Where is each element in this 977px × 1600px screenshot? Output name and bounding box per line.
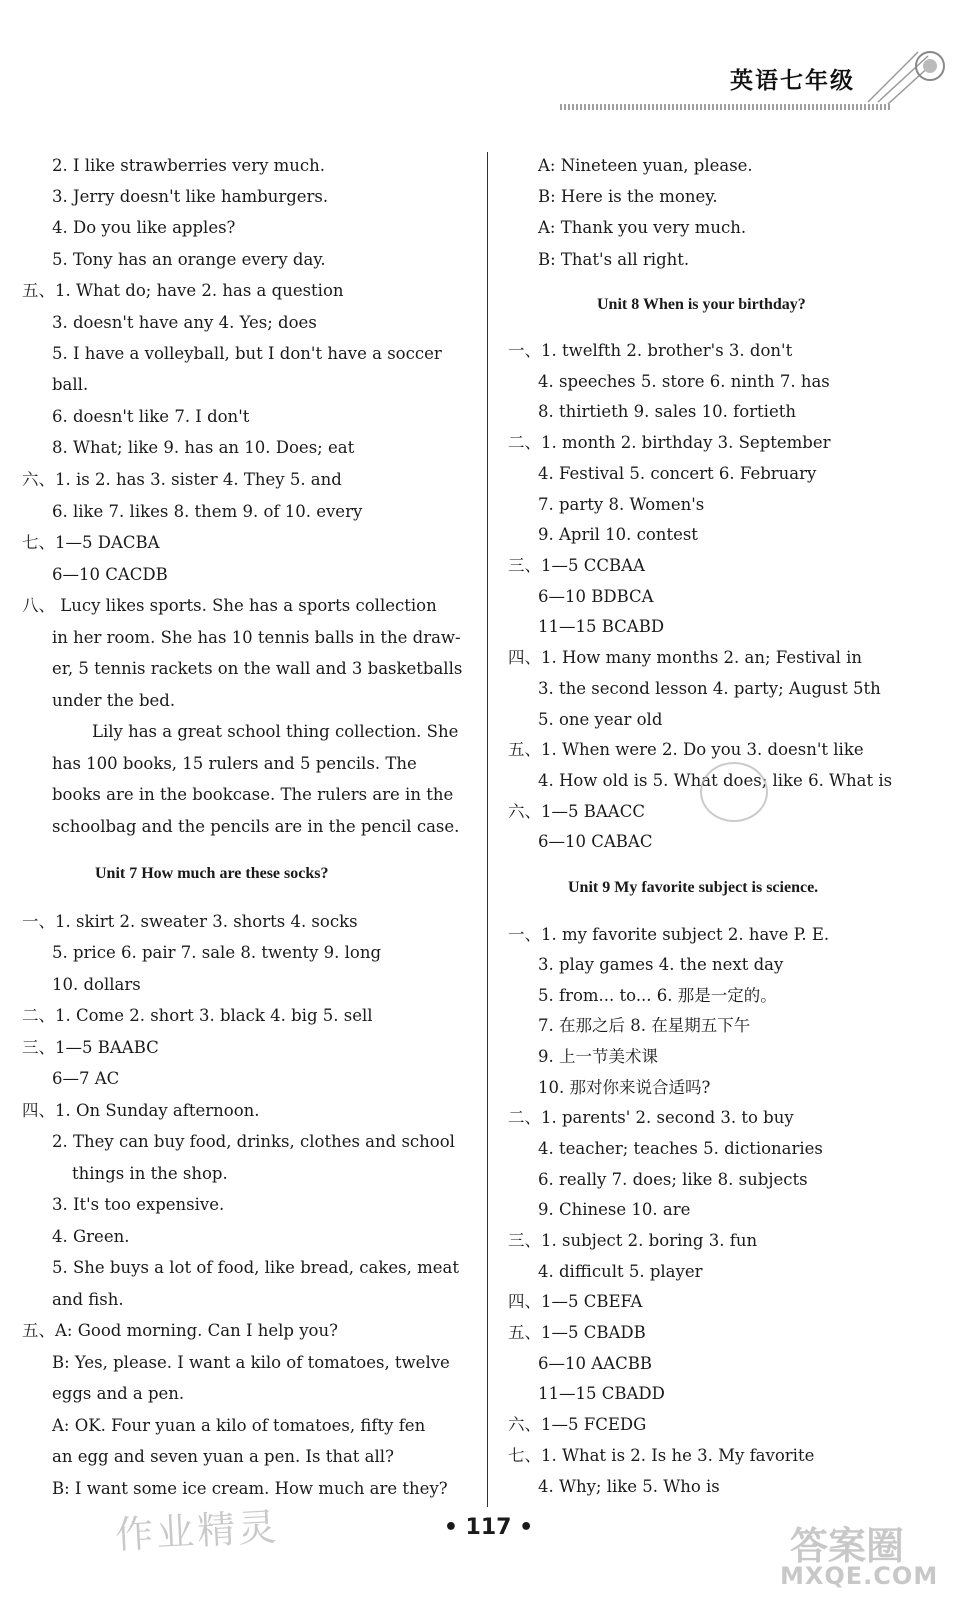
unit-9-title: Unit 9 My favorite subject is science. (568, 879, 819, 896)
answer-line: 八、 Lucy likes sports. She has a sports collection (22, 596, 437, 615)
answer-line: 7. party 8. Women's (538, 495, 705, 514)
answer-line: 2. I like strawberries very much. (52, 156, 326, 175)
answer-line: things in the shop. (72, 1164, 228, 1183)
answer-line: B: Yes, please. I want a kilo of tomatoes, twelve (52, 1353, 450, 1372)
answer-line: 一、1. my favorite subject 2. have P. E. (508, 925, 830, 944)
answer-line: 4. Green. (52, 1227, 130, 1246)
answer-line: Lily has a great school thing collection. She (92, 722, 459, 741)
answer-line: 9. 上一节美术课 (538, 1047, 658, 1066)
answer-line: 6—10 CACDB (52, 565, 168, 584)
answer-line: 二、1. parents' 2. second 3. to buy (508, 1108, 794, 1127)
answer-line: 五、1—5 CBADB (508, 1323, 646, 1342)
shuttlecock-icon (858, 42, 948, 112)
answer-line: under the bed. (52, 691, 176, 710)
answer-line: in her room. She has 10 tennis balls in the draw- (52, 628, 461, 647)
watermark-left: 作业精灵 (114, 1504, 281, 1558)
answer-line: 4. How old is 5. What does; like 6. What is (538, 771, 893, 790)
answer-line: schoolbag and the pencils are in the pencil case. (52, 817, 460, 836)
answer-line: 七、1—5 DACBA (22, 533, 160, 552)
answer-line: 3. It's too expensive. (52, 1195, 225, 1214)
answer-line: 7. 在那之后 8. 在星期五下午 (538, 1016, 751, 1035)
answer-line: 一、1. twelfth 2. brother's 3. don't (508, 341, 793, 360)
answer-line: 6—10 BDBCA (538, 587, 654, 606)
answer-line: has 100 books, 15 rulers and 5 pencils. The (52, 754, 417, 773)
answer-line: 三、1—5 CCBAA (508, 556, 645, 575)
answer-line: 七、1. What is 2. Is he 3. My favorite (508, 1446, 815, 1465)
answer-line: 4. speeches 5. store 6. ninth 7. has (538, 372, 830, 391)
answer-line: eggs and a pen. (52, 1384, 185, 1403)
answer-line: 9. April 10. contest (538, 525, 698, 544)
answer-line: 8. thirtieth 9. sales 10. fortieth (538, 402, 796, 421)
answer-line: 二、1. month 2. birthday 3. September (508, 433, 831, 452)
answer-line: 11—15 BCABD (538, 617, 665, 636)
header-rule (560, 104, 890, 110)
answer-line: A: Thank you very much. (538, 218, 747, 237)
answer-line: ball. (52, 375, 89, 394)
column-divider (487, 152, 488, 1507)
answer-line: 四、1. On Sunday afternoon. (22, 1101, 260, 1120)
header-title: 英语七年级 (730, 68, 855, 94)
answer-line: 6. like 7. likes 8. them 9. of 10. every (52, 502, 363, 521)
answer-line: 5. price 6. pair 7. sale 8. twenty 9. long (52, 943, 382, 962)
answer-line: 3. Jerry doesn't like hamburgers. (52, 187, 329, 206)
answer-line: 9. Chinese 10. are (538, 1200, 691, 1219)
answer-line: books are in the bookcase. The rulers are in the (52, 785, 454, 804)
answer-line: B: That's all right. (538, 250, 690, 269)
faint-stamp-mark (700, 762, 768, 822)
answer-line: 六、1—5 BAACC (508, 802, 645, 821)
answer-line: A: Nineteen yuan, please. (538, 156, 753, 175)
answer-line: 五、A: Good morning. Can I help you? (22, 1321, 338, 1340)
answer-line: and fish. (52, 1290, 124, 1309)
answer-line: 6. doesn't like 7. I don't (52, 407, 250, 426)
answer-line: 一、1. skirt 2. sweater 3. shorts 4. socks (22, 912, 358, 931)
answer-line: 三、1—5 BAABC (22, 1038, 159, 1057)
answer-line: A: OK. Four yuan a kilo of tomatoes, fifty fen (52, 1416, 426, 1435)
answer-line: 五、1. What do; have 2. has a question (22, 281, 344, 300)
answer-line: 6—10 AACBB (538, 1354, 652, 1373)
answer-line: 六、1—5 FCEDG (508, 1415, 647, 1434)
answer-line: 5. Tony has an orange every day. (52, 250, 326, 269)
answer-line: 2. They can buy food, drinks, clothes and school (52, 1132, 455, 1151)
answer-line: 六、1. is 2. has 3. sister 4. They 5. and (22, 470, 342, 489)
answer-line: an egg and seven yuan a pen. Is that all? (52, 1447, 394, 1466)
answer-line: 4. teacher; teaches 5. dictionaries (538, 1139, 823, 1158)
answer-line: 6—7 AC (52, 1069, 120, 1088)
answer-line: B: Here is the money. (538, 187, 718, 206)
answer-line: 4. Do you like apples? (52, 218, 236, 237)
answer-line: 10. dollars (52, 975, 141, 994)
answer-line: 4. Festival 5. concert 6. February (538, 464, 817, 483)
answer-line: 四、1. How many months 2. an; Festival in (508, 648, 863, 667)
answer-line: 4. Why; like 5. Who is (538, 1477, 720, 1496)
answer-line: 5. one year old (538, 710, 663, 729)
answer-line: 四、1—5 CBEFA (508, 1292, 643, 1311)
answer-line: 3. play games 4. the next day (538, 955, 784, 974)
answer-line: 3. doesn't have any 4. Yes; does (52, 313, 317, 332)
answer-line: 8. What; like 9. has an 10. Does; eat (52, 438, 355, 457)
answer-line: 6. really 7. does; like 8. subjects (538, 1170, 808, 1189)
unit-7-title: Unit 7 How much are these socks? (95, 865, 329, 882)
answer-line: 5. from... to... 6. 那是一定的。 (538, 986, 777, 1005)
answer-line: er, 5 tennis rackets on the wall and 3 basketballs (52, 659, 463, 678)
watermark-right: 答案圈 (790, 1524, 905, 1568)
page-number: • 117 • (443, 1515, 534, 1540)
answer-line: 4. difficult 5. player (538, 1262, 703, 1281)
answer-line: 5. She buys a lot of food, like bread, cakes, meat (52, 1258, 459, 1277)
answer-line: 5. I have a volleyball, but I don't have a soccer (52, 344, 442, 363)
unit-8-title: Unit 8 When is your birthday? (597, 296, 806, 313)
answer-line: 三、1. subject 2. boring 3. fun (508, 1231, 758, 1250)
watermark-url: MXQE.COM (780, 1562, 939, 1590)
answer-line: 6—10 CABAC (538, 832, 653, 851)
answer-line: 五、1. When were 2. Do you 3. doesn't like (508, 740, 864, 759)
answer-line: 二、1. Come 2. short 3. black 4. big 5. sell (22, 1006, 373, 1025)
answer-line: 10. 那对你来说合适吗? (538, 1078, 711, 1097)
answer-line: B: I want some ice cream. How much are they? (52, 1479, 448, 1498)
answer-line: 3. the second lesson 4. party; August 5th (538, 679, 881, 698)
answer-line: 11—15 CBADD (538, 1384, 665, 1403)
